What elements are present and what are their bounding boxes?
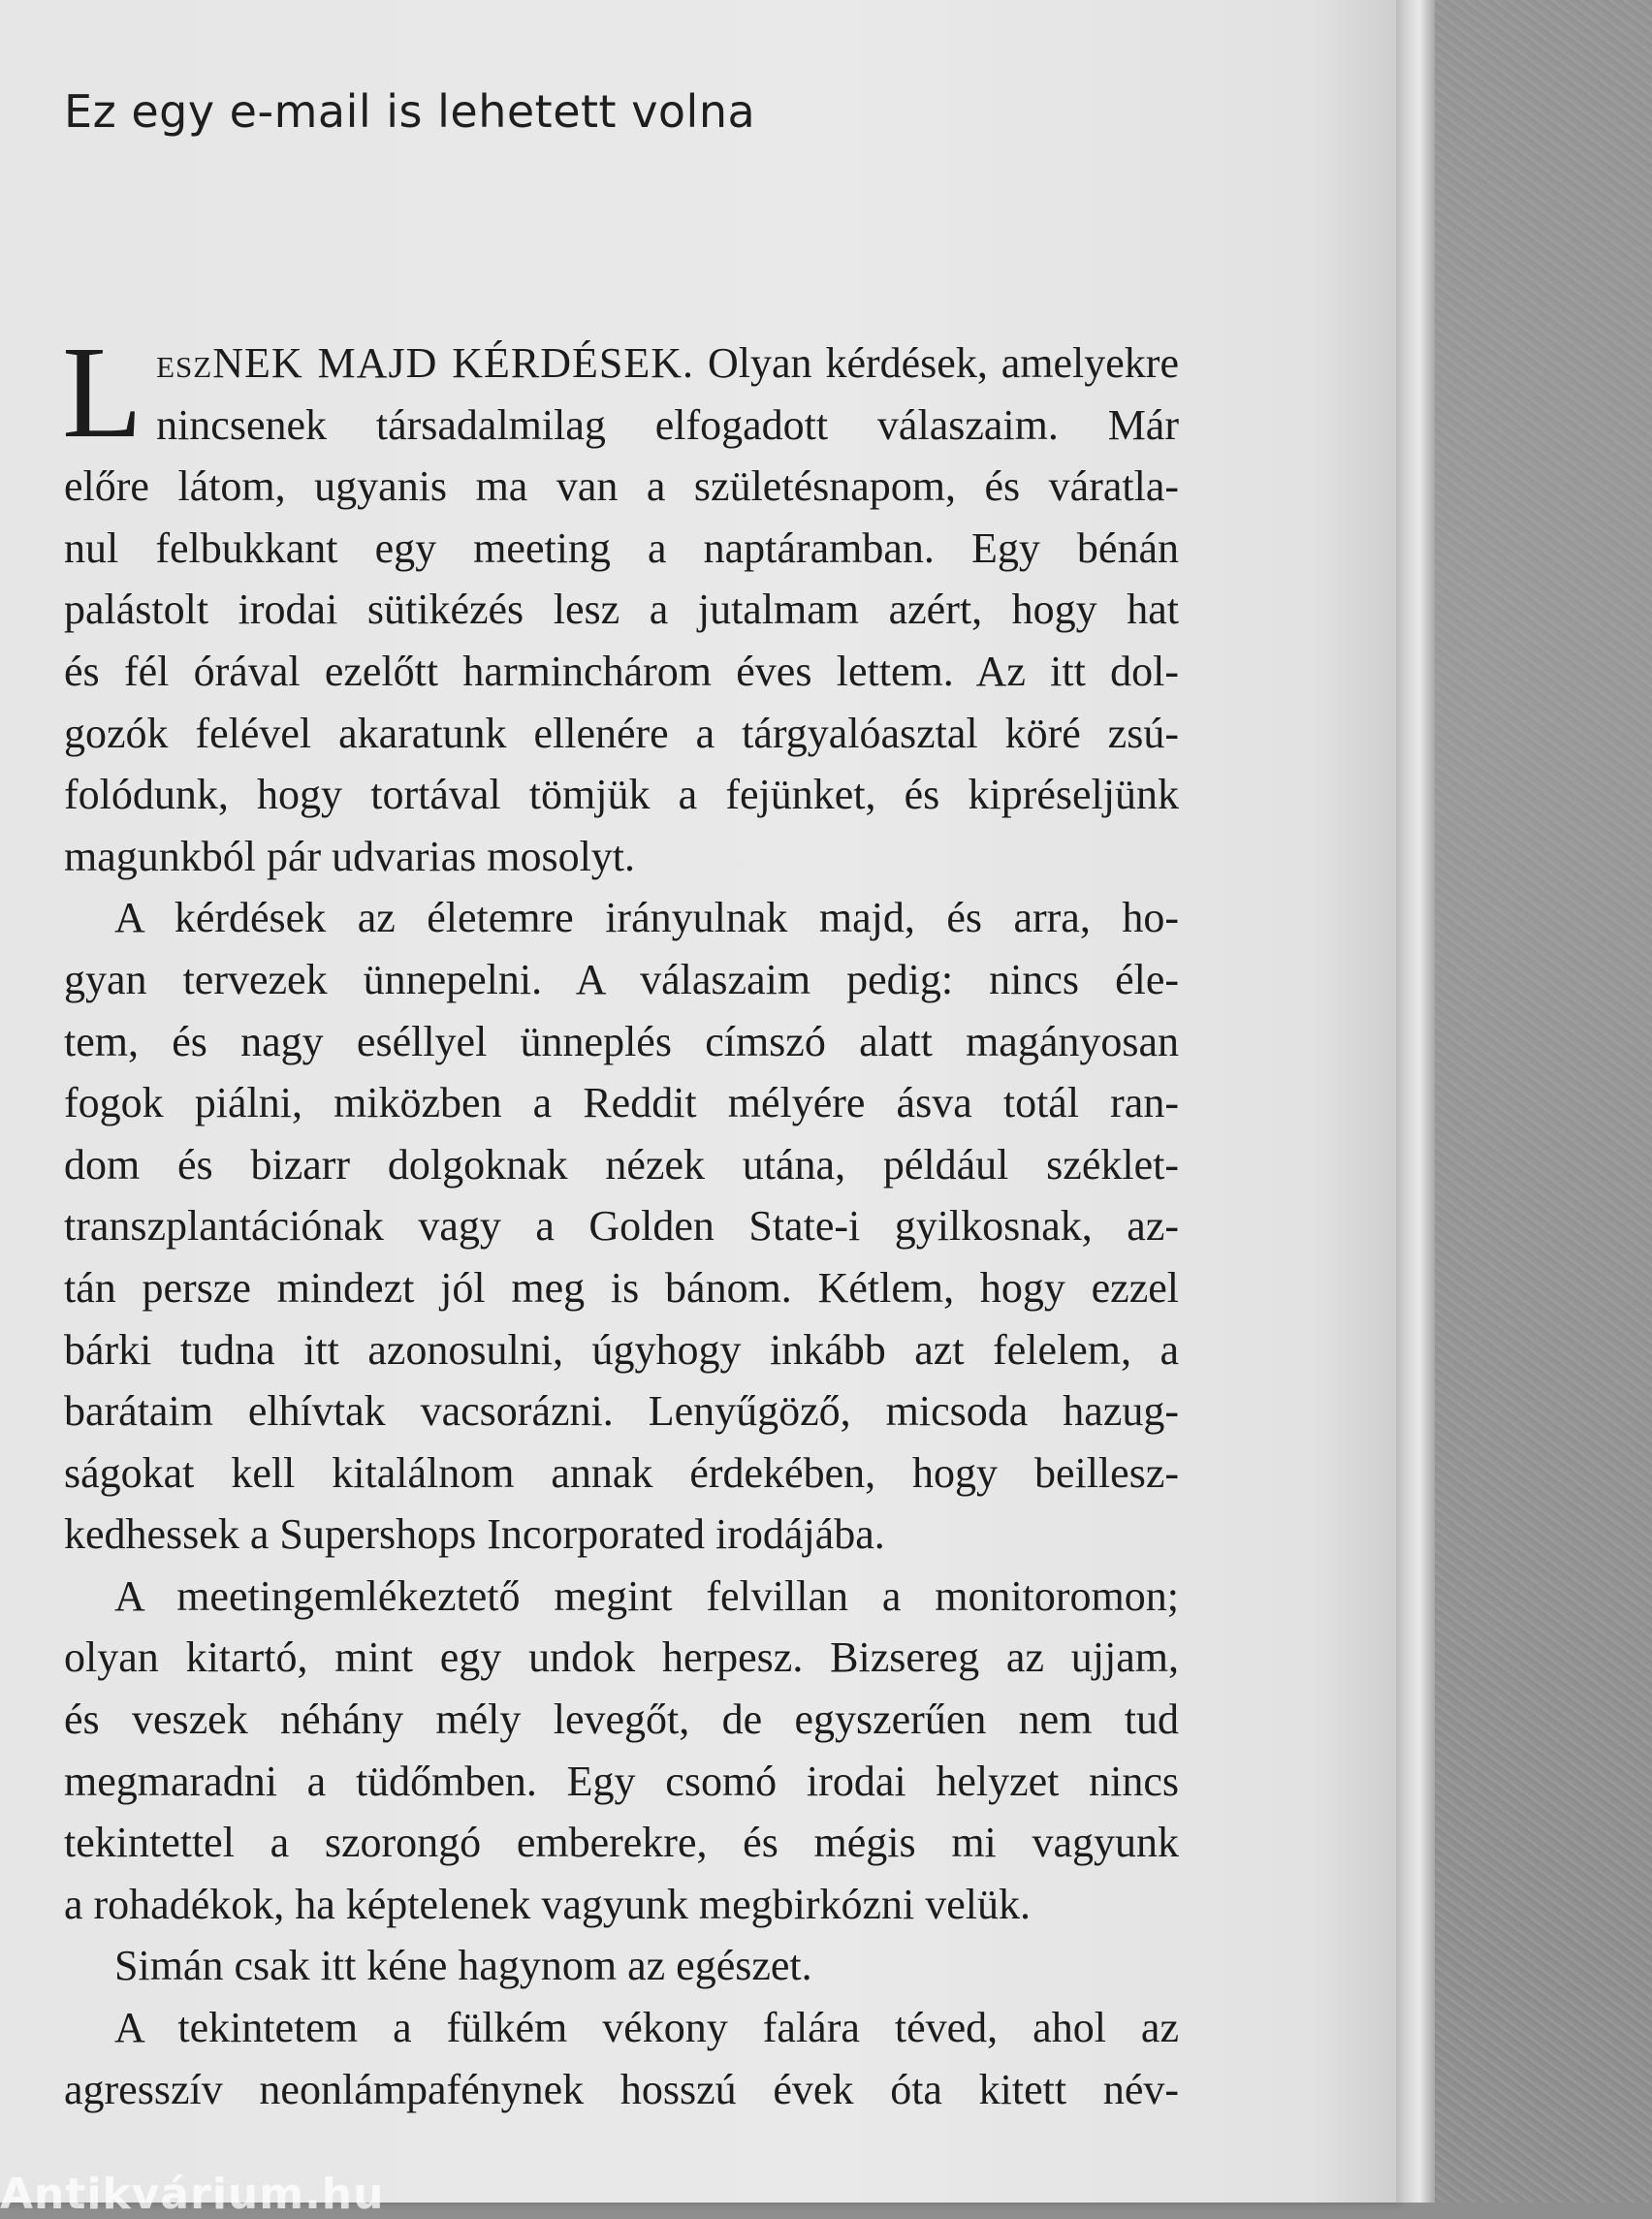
text-line: gyan tervezek ünnepelni. A válaszaim pedig: nincs éle- [64, 955, 1179, 1003]
text-line: eszNEK MAJD KÉRDÉSEK. Olyan kérdések, amelyekre [156, 339, 1179, 387]
text-line: és fél órával ezelőtt harminchárom éves lettem. Az itt dol- [64, 647, 1179, 695]
text-line: Simán csak itt kéne hagynom az egészet. [114, 1942, 812, 1990]
text-line: transzplantációnak vagy a Golden State-i gyilkosnak, az- [64, 1202, 1179, 1251]
text-line: bárki tudna itt azonosulni, úgyhogy inkább azt felelem, a [64, 1325, 1179, 1374]
body-text [62, 320, 1179, 2120]
text-line: nincsenek társadalmilag elfogadott válaszaim. Már [156, 400, 1179, 449]
page-edge [1396, 0, 1435, 2203]
watermark: Antikvárium.hu [0, 2170, 385, 2219]
text-line: kedhessek a Supershops Incorporated irodájába. [64, 1510, 885, 1559]
text-line: és veszek néhány mély levegőt, de egyszerűen nem tud [64, 1696, 1179, 1744]
text-line: olyan kitartó, mint egy undok herpesz. Bizsereg az ujjam, [64, 1633, 1179, 1682]
text-line: palástolt irodai sütikézés lesz a jutalmam azért, hogy hat [64, 586, 1179, 634]
text-line: magunkból pár udvarias mosolyt. [64, 832, 636, 880]
text-line: előre látom, ugyanis ma van a születésnapom, és váratla- [64, 462, 1179, 511]
text-line: barátaim elhívtak vacsorázni. Lenyűgöző, micsoda hazug- [64, 1387, 1179, 1436]
text-line: tán persze mindezt jól meg is bánom. Kétlem, hogy ezzel [64, 1263, 1179, 1312]
text-line: megmaradni a tüdőmben. Egy csomó irodai helyzet nincs [64, 1757, 1179, 1805]
text-line: tekintettel a szorongó emberekre, és mégis mi vagyunk [64, 1819, 1179, 1867]
text-line: ságokat kell kitalálnom annak érdekében, hogy beillesz- [64, 1448, 1179, 1497]
text-line: A tekintetem a fülkém vékony falára téved, ahol az [114, 2004, 1179, 2052]
text-line: fogok piálni, miközben a Reddit mélyére ásva totál ran- [64, 1079, 1179, 1127]
chapter-title: Ez egy e-mail is lehetett volna [64, 85, 756, 138]
text-line: dom és bizarr dolgoknak nézek utána, például széklet- [64, 1140, 1179, 1189]
text-line: nul felbukkant egy meeting a naptáramban. Egy bénán [64, 523, 1179, 572]
drop-cap: L [62, 320, 143, 465]
text-line: agresszív neonlámpafénynek hosszú évek óta kitett név- [64, 2065, 1179, 2113]
text-line: gozók felével akaratunk ellenére a tárgyalóasztal köré zsú- [64, 709, 1179, 757]
text-line: folódunk, hogy tortával tömjük a fejünket, és kipréseljünk [64, 771, 1179, 819]
text-line: tem, és nagy eséllyel ünneplés címszó alatt magányosan [64, 1017, 1179, 1065]
text-line: A meetingemlékeztető megint felvillan a monitoromon; [114, 1571, 1179, 1620]
text-line: a rohadékok, ha képtelenek vagyunk megbirkózni velük. [64, 1880, 1032, 1928]
lead-small-caps: eszNEK MAJD KÉRDÉSEK. [156, 339, 695, 387]
text-line: A kérdések az életemre irányulnak majd, és arra, ho- [114, 894, 1179, 942]
